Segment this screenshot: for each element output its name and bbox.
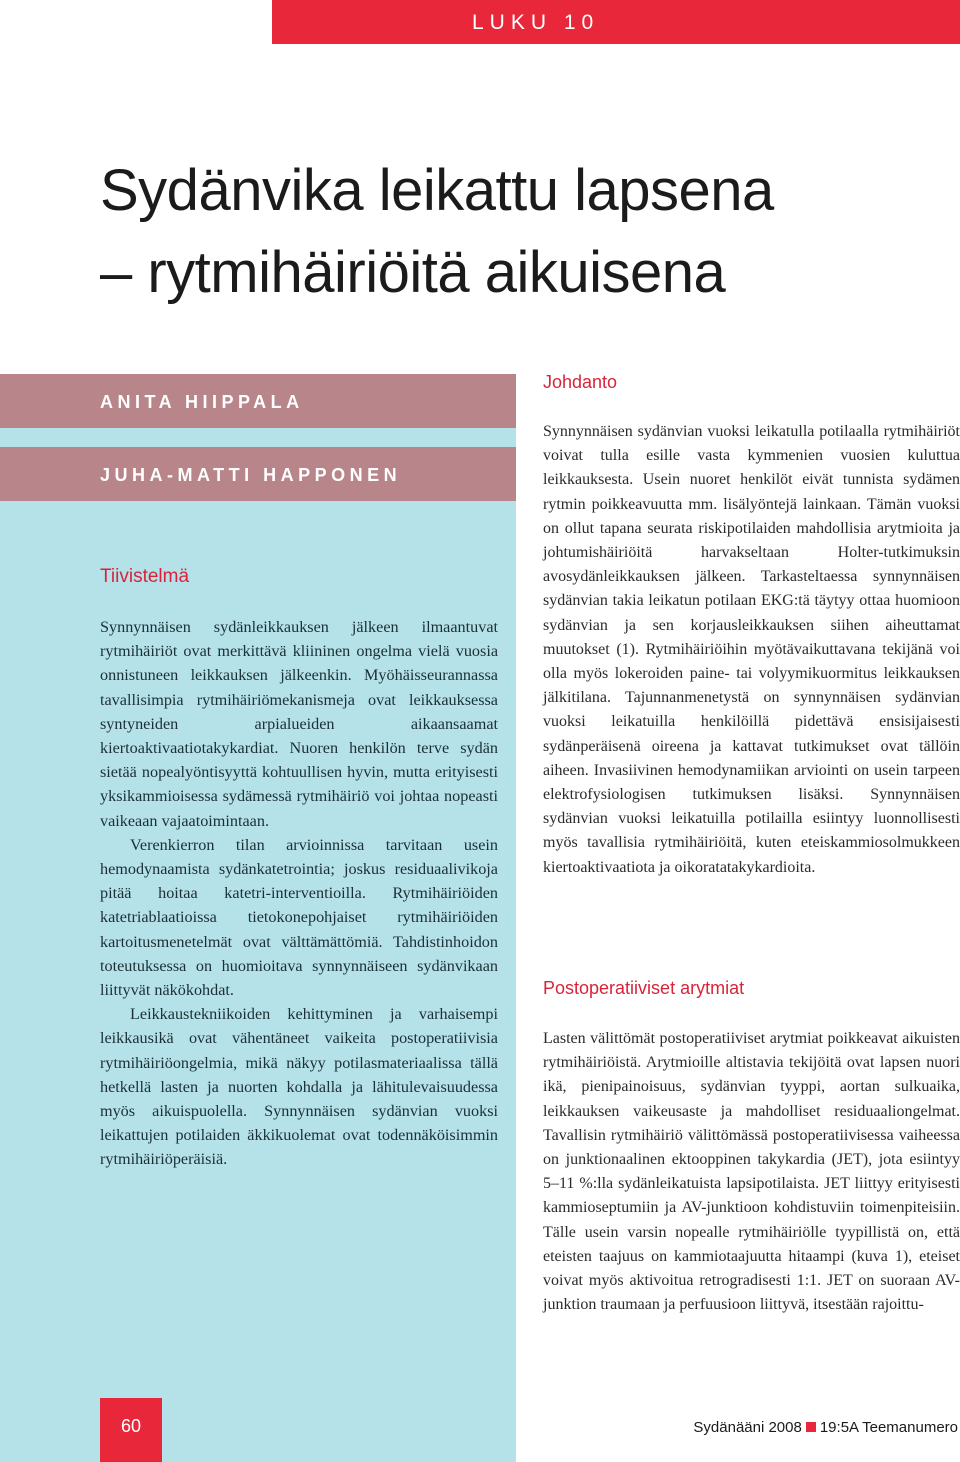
abstract-body — [100, 615, 498, 1172]
journal-name: Sydänääni 2008 — [693, 1419, 802, 1436]
abstract-paragraph: Verenkierron tilan arvioinnissa tarvitaan usein hemodynaamista sydänkatetrointia; joskus residuaalivikoja pitää hoitaa katetri-interventioilla. Rytmihäiriöiden katetriablaatioissa tietokonepohjaiset rytmihäiriöiden kartoitusmenetelmät ovat välttämättömiä. Tahdistinhoidon toteutuksessa on huomioitava synnynnäiseen sydänvikaan liittyvät näkökohdat. — [100, 835, 498, 1000]
abstract-paragraph: Synnynnäisen sydänleikkauksen jälkeen ilmaantuvat rytmihäiriöt ovat merkittävä kliininen ongelma vielä vuosia onnistuneen leikkauksen jälkeenkin. Myöhäisseurannassa tavallisimpia rytmihäiriömekanismeja ovat leikkauksessa syntyneiden arpialueiden aikaansaamat kiertoaktivaatiotakykardiat. Nuoren henkilön terve sydän sietää nopealyöntisyyttä kohtuullisen hyvin, mutta erityisesti yksikammioisessa sydämessä rytmihäiriö voi johtaa nopeasti vaikeaan vajaatoimintaan. — [100, 618, 498, 830]
abstract-paragraph: Leikkaustekniikoiden kehittyminen ja varhaisempi leikkausikä ovat vähentäneet vaikeita postoperatiivisia rytmihäiriöongelmia, mikä näkyy potilasmateriaalissa tällä hetkellä lasten ja nuorten kohdalla ja lähitulevaisuudessa myös aikuispuolella. Synnynnäisen sydänvian vuoksi leikattujen potilaiden äkkikuolemat ovat todennäköisimmin rytmihäiriöperäisiä. — [100, 1005, 498, 1169]
postop-heading: Postoperatiiviset arytmiat — [543, 978, 745, 998]
author-name: JUHA-MATTI HAPPONEN — [100, 465, 402, 485]
page-number: 60 — [120, 1416, 142, 1436]
author-name: ANITA HIIPPALA — [100, 392, 304, 412]
title-line-2: – rytmihäiriöitä aikuisena — [100, 240, 726, 305]
intro-heading: Johdanto — [543, 372, 618, 392]
abstract-heading: Tiivistelmä — [100, 566, 190, 587]
intro-body: Synnynnäisen sydänvian vuoksi leikatulla potilaalla rytmihäiriöt voivat tulla esille vasta kymmenien vuosien kuluttua leikkauksesta. Usein nuoret henkilöt eivät tunnista sydämen rytmin poikkeavuutta mm. lisälyöntejä lainkaan. Tämän vuoksi on ollut tapana seurata riskipotilaiden mahdollisia arytmioita ja johtumishäiriöitä harvakseltaan Holter-tutkimuksin avosydänleikkauksen jälkeen. Tarkasteltaessa synnynnäisen sydänvian takia leikatun potilaan EKG:tä täytyy ottaa huomioon sydänvian ja sen korjausleikkauksen siihen aiheuttamat muutokset (1). Rytmihäiriöihin myötävaikuttavana tekijänä voi olla myös lokeroiden paine- tai volyymikuormitus leikkauksen jälkitilana. Tajunnanmenetystä on synnynnäisen sydänvian vuoksi leikatuilla henkilöillä pidettävä ensisijaisesti sydänperäisenä oireena ja kattavat tutkimukset ovat tällöin aiheen. Invasiivinen hemodynamiikan arviointi on usein tarpeen elektrofysiologisen tutkimuksen lisäksi. Synnynnäisen sydänvian vuoksi leikatuilla potilailla esiintyy luonnollisesti myös tavallisia rytmihäiriöitä, kuten eteiskammiosolmukkeen kiertoaktivaatiota ja oikoratatakykardioita. — [543, 423, 960, 876]
red-square-icon — [806, 1422, 816, 1432]
article-title — [100, 150, 774, 314]
title-line-1: Sydänvika leikattu lapsena — [100, 158, 774, 223]
author-bar-2 — [0, 447, 516, 501]
issue-label: 19:5A Teemanumero — [819, 1419, 958, 1436]
footer-journal — [693, 1419, 958, 1436]
chapter-bar — [272, 0, 960, 44]
postop-body: Lasten välittömät postoperatiiviset arytmiat poikkeavat aikuisten rytmihäiriöistä. Arytmioille altistavia tekijöitä ovat lapsen nuori ikä, pienipainoisuus, sydänvian tyyppi, aortan sulkuaika, leikkauksen vaikeusaste ja mahdolliset residuaaliongelmat. Tavallisin rytmihäiriö välittömässä postoperatiivisessa vaiheessa on junktionaalinen ektooppinen takykardia (JET), jota esiintyy 5–11 %:lla sydänleikatuista lapsipotilaista. JET liittyy erityisesti kammioseptumiin ja AV-junktioon kohdistuviin toimenpiteisiin. Tälle usein varsin nopealle rytmihäiriölle tyypillistä on, että eteisten taajuus on kammiotaajuutta hitaampi (kuva 1), eteiset voivat myös aktivoitua retrogradisesti 1:1. JET on suoraan AV-junktion traumaan ja perfuusioon liittyvä, itsestään rajoittu- — [543, 1030, 960, 1314]
author-bar-1 — [0, 374, 516, 428]
page-number-box — [100, 1398, 162, 1462]
chapter-label: LUKU 10 — [472, 11, 600, 34]
